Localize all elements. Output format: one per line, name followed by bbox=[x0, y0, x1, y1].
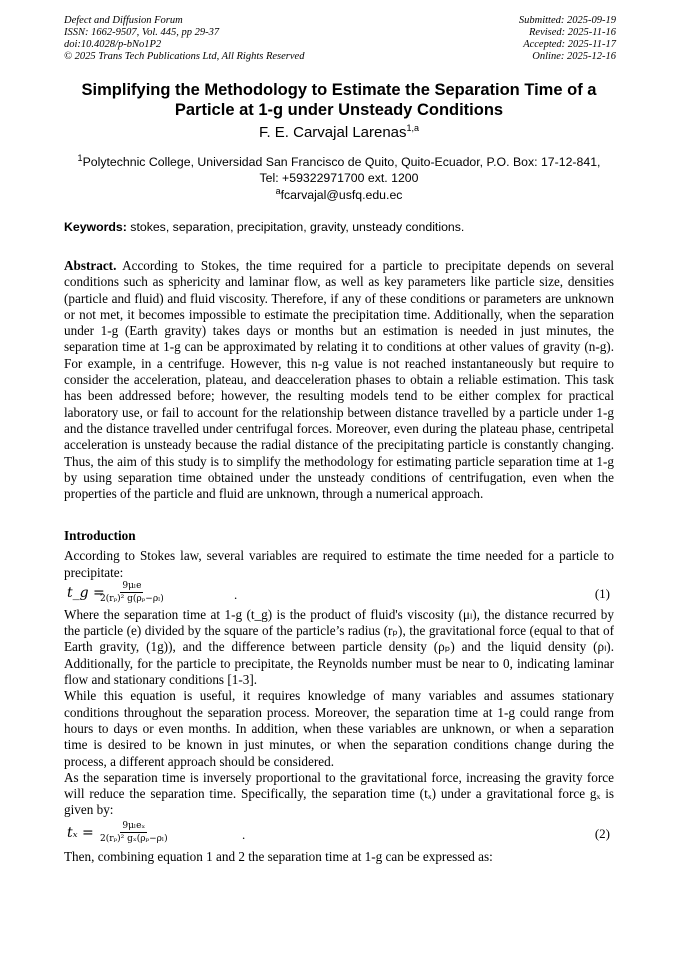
eq-lhs: tₓ = bbox=[67, 824, 94, 841]
introduction-section bbox=[64, 528, 614, 865]
eq-number: (1) bbox=[594, 585, 610, 601]
keywords bbox=[64, 220, 614, 234]
eq-numerator: 9μₗeₓ bbox=[122, 820, 146, 831]
section-heading: Introduction bbox=[64, 528, 136, 543]
issn: ISSN: 1662-9507, Vol. 445, pp 29-37 bbox=[64, 27, 220, 38]
paragraph: Then, combining equation 1 and 2 the separation time at 1-g can be expressed as: bbox=[64, 848, 493, 864]
doi: doi:10.4028/p-bNo1P2 bbox=[64, 39, 162, 50]
author bbox=[64, 123, 614, 141]
equation-2 bbox=[64, 821, 614, 849]
paragraph: While this equation is useful, it requires knowledge of many variables and assumes stationary conditions throughout the separation process. Moreover, the separation time at 1-g could range from hours to days or even months. In addition, when these variables are unknown, or when a separation time is desired to be known in just minutes, or when the separation conditions change during the process, a different approach should be considered. bbox=[64, 688, 614, 769]
eq-fraction bbox=[100, 581, 164, 605]
paragraph: Where the separation time at 1-g (t_g) is the product of fluid's viscosity (μₗ), the distance recurred by the particle (e) divided by the square of the particle’s radius (rₚ), the gravitational force (equal to that of Earth gravity, (1g)), and the difference between particle density (ρₚ) and the liquid density (ρₗ). Additionally, for the particle to precipitate, the Reynolds number must be near to 0, indicating laminar flow and stationary conditions [1-3]. bbox=[64, 606, 614, 688]
email-sup: a bbox=[275, 186, 281, 196]
affil-line1: Polytechnic College, Universidad San Francisco de Quito, Quito-Ecuador, P.O. Box: 17-12-841, bbox=[82, 155, 601, 170]
eq-number: (2) bbox=[594, 825, 610, 841]
affil-line2: Tel: +59322971700 ext. 1200 bbox=[259, 171, 419, 186]
keywords-label: Keywords: bbox=[64, 220, 127, 234]
abstract bbox=[64, 258, 614, 502]
eq-tail: . bbox=[234, 586, 238, 602]
paragraph: As the separation time is inversely proportional to the gravitational force, increasing the gravity force will reduce the separation time. Specifically, the separation time (tₓ) under a gravitational force gₓ is given by: bbox=[64, 769, 614, 818]
eq-denominator: 2(rₚ)² g(ρₚ−ρₗ) bbox=[100, 593, 164, 604]
abstract-label: Abstract. bbox=[64, 258, 117, 273]
abstract-text: According to Stokes, the time required for a particle to precipitate depends on several conditions such as sphericity and laminar flow, as well as key parameters like particle size, densities (particle and fluid) and fluid viscosity. Therefore, if any of these conditions or parameters are unknown or not met, it becomes impossible to estimate the precipitation time. Additionally, when the separation under 1-g (Earth gravity) takes days or months but an estimation is needed in just minutes, the separation time at 1-g can be approximated by relating it to conditions at other values of gravity (n-g). For example, in a centrifuge. However, this n-g value is not reached instantaneously but require to consider the acceleration, plateau, and deacceleration phases to obtain a reliable estimation. This task has been addressed before; however, the resulting models tend to be either complex for practical laboratory use, or fail to account for the relationship between distance travelled by a particle under 1-g and the distance travelled under centrifugal forces. Moreover, even during the plateau phase, centripetal acceleration is unsteady because the radial distance of the precipitating particle is constantly changing. Thus, the aim of this study is to simplify the methodology for estimating particle separation time at 1-g by using separation time obtained under the unsteady conditions of centrifugation, even when the properties of the particle and fluid are unknown, through a numerical approach. bbox=[64, 258, 614, 502]
affiliation bbox=[64, 150, 614, 186]
email bbox=[64, 186, 614, 202]
copyright: © 2025 Trans Tech Publications Ltd, All Rights Reserved bbox=[64, 51, 305, 62]
affil-sup: 1 bbox=[77, 153, 83, 163]
online-date: Online: 2025-12-16 bbox=[532, 51, 616, 62]
accepted-date: Accepted: 2025-11-17 bbox=[523, 39, 616, 50]
dates-info bbox=[519, 15, 616, 63]
email-address[interactable]: fcarvajal@usfq.edu.ec bbox=[280, 188, 403, 203]
paragraph: According to Stokes law, several variables are required to estimate the time needed for a particle to precipitate: bbox=[64, 548, 614, 580]
eq-fraction bbox=[100, 821, 168, 845]
submitted-date: Submitted: 2025-09-19 bbox=[518, 15, 616, 26]
eq-numerator: 9μₗe bbox=[122, 580, 142, 591]
equation-1 bbox=[64, 581, 614, 607]
eq-lhs: t_g = bbox=[67, 584, 105, 601]
eq-tail: . bbox=[242, 826, 246, 842]
author-sup: 1,a bbox=[406, 123, 420, 133]
keywords-text: stokes, separation, precipitation, gravity, unsteady conditions. bbox=[126, 220, 465, 234]
journal-name: Defect and Diffusion Forum bbox=[64, 15, 183, 26]
author-name: F. E. Carvajal Larenas bbox=[258, 124, 407, 141]
revised-date: Revised: 2025-11-16 bbox=[529, 27, 616, 38]
journal-info bbox=[64, 15, 304, 63]
eq-denominator: 2(rₚ)² gₓ(ρₚ−ρₗ) bbox=[100, 833, 168, 844]
paper-title: Simplifying the Methodology to Estimate the Separation Time of a Particle at 1-g under Unsteady Conditions bbox=[81, 81, 597, 119]
